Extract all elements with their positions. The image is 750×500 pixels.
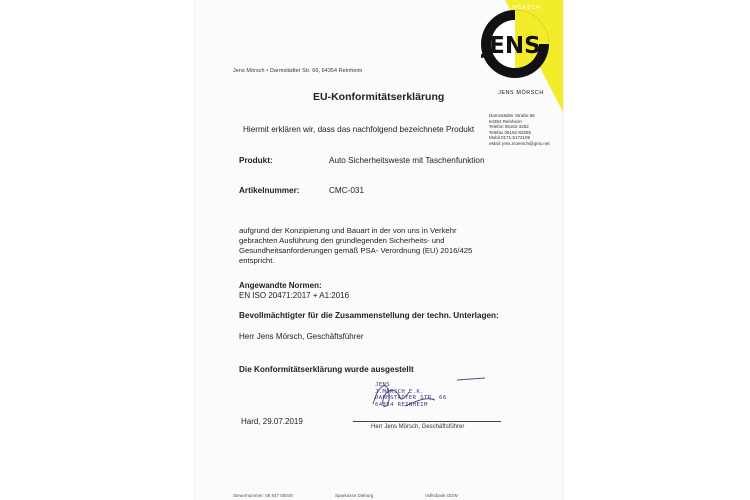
paragraph-line: aufgrund der Konzipierung und Bauart in der von uns in Verkehr — [239, 226, 457, 235]
stamp-line: JENS — [375, 382, 391, 388]
stamp-line: DARMSTÄDTER STR. 66 — [375, 395, 447, 402]
norms-value: EN ISO 20471:2017 + A1:2016 — [239, 291, 350, 300]
logo-graphic — [481, 0, 563, 112]
contact-line: Telefax 06162-83265 — [489, 129, 532, 135]
footer-bank-2: Volksbank ODW — [425, 493, 458, 498]
logo-ring-text: JENS MÖRSCH — [493, 5, 541, 11]
footer-bank-1: Sparkasse Dieburg — [335, 493, 374, 498]
signature-caption: Herr Jens Mörsch, Geschäftsführer — [371, 424, 465, 430]
norms-heading: Angewandte Normen: — [239, 281, 322, 290]
paragraph-line: gebrachten Ausführung den grundlegenden Sicherheits- und — [239, 236, 445, 245]
product-value: Auto Sicherheitsweste mit Taschenfunktion — [329, 156, 485, 165]
place-date: Hard, 29.07.2019 — [241, 417, 303, 426]
logo-text: JENS. — [481, 33, 550, 59]
logo-subtitle: JENS MÖRSCH — [498, 90, 544, 96]
article-value: CMC-031 — [329, 186, 365, 195]
representative-heading: Bevollmächtigter für die Zusammenstellung der techn. Unterlagen: — [239, 311, 499, 320]
company-logo — [481, 0, 563, 112]
paragraph-line: Gesundheitsanforderungen gemäß PSA- Verordnung (EU) 2016/425 — [239, 246, 473, 255]
representative-value: Herr Jens Mörsch, Geschäftsführer — [239, 332, 364, 341]
product-label: Produkt: — [239, 156, 273, 165]
contact-line: Telefon 06162-3282 — [489, 124, 529, 130]
contact-line: Mobil 0171-5172109 — [489, 135, 531, 141]
contact-line: 64354 Reinheim — [489, 118, 522, 124]
issued-heading: Die Konformitätserklärung wurde ausgestellt — [239, 365, 414, 374]
paragraph-line: entspricht. — [239, 256, 275, 265]
contact-line: Darmstädter Straße 66 — [489, 113, 535, 118]
sender-line: Jens Mörsch • Darmstädter Str. 66, 64354 Reinheim — [233, 68, 363, 74]
footer-tax-number: Steuernummer: 08 847 00048 — [233, 493, 293, 498]
article-label: Artikelnummer: — [239, 186, 300, 195]
conformity-paragraph — [239, 226, 539, 266]
stamp-line: 64354 REINHEIM — [375, 401, 428, 408]
contact-line: eMail: jens.moersch@gmx.net — [489, 140, 550, 146]
stamp-line: J.MÖRSCH E.K. — [375, 388, 424, 395]
company-stamp — [375, 382, 447, 408]
document-page — [194, 0, 564, 500]
signature-line — [353, 421, 501, 422]
contact-block — [489, 113, 550, 147]
document-title: EU-Konformitätserklärung — [313, 91, 445, 103]
intro-text: Hiermit erklären wir, dass das nachfolgend bezeichnete Produkt — [243, 125, 475, 134]
